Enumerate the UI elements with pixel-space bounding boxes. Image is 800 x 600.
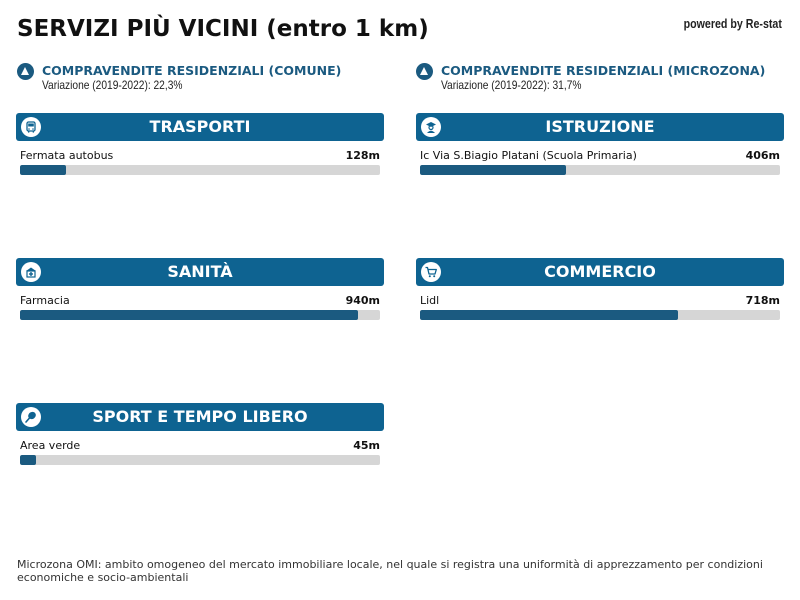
distance-bar xyxy=(20,455,380,465)
distance-bar xyxy=(20,165,380,175)
card-header xyxy=(416,258,784,286)
nearest-service-name: Lidl xyxy=(420,294,440,307)
stat-variation: Variazione (2019-2022): 31,7% xyxy=(441,78,582,92)
footnote: Microzona OMI: ambito omogeneo del mercato immobiliare locale, nel quale si registra una uniformità di apprezzamento per condizioni economiche e socio-ambientali xyxy=(17,558,763,584)
distance-bar-fill xyxy=(20,165,66,175)
nearest-service-name: Area verde xyxy=(20,439,81,452)
nearest-service-distance: 45m xyxy=(353,439,380,452)
nearest-service-distance: 406m xyxy=(745,149,780,162)
triangle-up-icon xyxy=(416,63,433,80)
distance-bar-fill xyxy=(420,310,678,320)
card-title: COMMERCIO xyxy=(544,262,656,281)
card-header xyxy=(16,258,384,286)
card-title: ISTRUZIONE xyxy=(545,117,655,136)
card-header xyxy=(416,113,784,141)
nearest-service-distance: 128m xyxy=(345,149,380,162)
card-title: SANITÀ xyxy=(167,262,233,281)
nearest-service-name: Farmacia xyxy=(20,294,70,307)
distance-bar xyxy=(420,165,780,175)
distance-bar-fill xyxy=(20,310,358,320)
nearest-service-distance: 940m xyxy=(345,294,380,307)
card-header xyxy=(16,403,384,431)
stat-title: COMPRAVENDITE RESIDENZIALI (COMUNE) xyxy=(42,63,342,78)
nearest-service-name: Ic Via S.Biagio Platani (Scuola Primaria) xyxy=(420,149,637,162)
distance-bar xyxy=(420,310,780,320)
distance-bar-fill xyxy=(420,165,566,175)
page-title: SERVIZI PIÙ VICINI (entro 1 km) xyxy=(17,16,429,42)
nearest-service-distance: 718m xyxy=(745,294,780,307)
stat-variation: Variazione (2019-2022): 22,3% xyxy=(42,78,183,92)
card-header xyxy=(16,113,384,141)
card-title: TRASPORTI xyxy=(149,117,251,136)
stat-title: COMPRAVENDITE RESIDENZIALI (MICROZONA) xyxy=(441,63,766,78)
distance-bar xyxy=(20,310,380,320)
distance-bar-fill xyxy=(20,455,36,465)
powered-by-label: powered by Re-stat xyxy=(683,16,782,31)
nearest-service-name: Fermata autobus xyxy=(20,149,114,162)
card-title: SPORT E TEMPO LIBERO xyxy=(92,407,308,426)
triangle-up-icon xyxy=(17,63,34,80)
